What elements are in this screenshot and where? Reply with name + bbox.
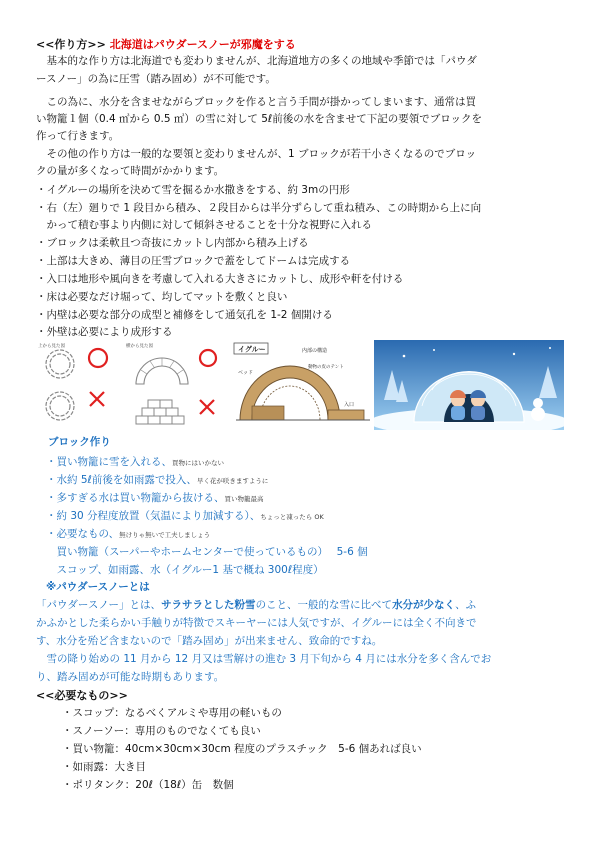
block-item-4 [46,509,574,525]
block-stack-ng [136,400,184,424]
heading-bracket: <<作り方>> [36,38,106,51]
heading-red: 北海道はパウダースノーが邪魔をする [109,38,296,51]
block-item-main: ・水約 5ℓ前後を如雨露で投入、 [46,474,197,486]
cross-ng-icon [90,392,104,406]
circle-ok-icon [200,350,216,366]
igloo-inner-label: 内部の構造 [302,348,328,354]
block-item-note: 買物にはいかない [172,459,224,467]
block-ring-top [46,350,74,420]
figure-igloo-illustration [374,340,564,430]
bullet-line: ・外壁は必要により成形する [36,326,173,338]
block-item-3 [46,491,574,507]
powder-section-title: ※パウダースノーとは [46,581,150,593]
powder-line-4: 雪の降り始めの 11 月から 12 月又は雪解けの進む 3 月下旬から 4 月には水分を多く含んでお [36,653,492,665]
bullet-line: ・床は必要なだけ堀って、均してマットを敷くと良い [36,291,288,303]
block-item-note: 早く花が咲きますように [196,477,269,485]
body-line: その他の作り方は一般的な要領と変わりませんが、1 ブロックが若干小さくなるのでブロッ [36,148,477,160]
block-section-title: ブロック作り [48,436,111,448]
block-item-5 [46,527,574,543]
bullet-line: ・上部は大きめ、薄目の圧雪ブロックで蓋をしてドームは完成する [36,255,351,267]
bullet-line: ・入口は地形や風向きを考慮して入れる大きさにカットし、成形や軒を付ける [36,273,404,285]
fig1-caption-a: 上から見た図 [38,344,65,349]
block-item-note: 無けりゃ無いで工夫しましょう [119,531,211,539]
body-line: 基本的な作り方は北海道でも変わりませんが、北海道地方の多くの地域や季節では「パウダ [36,55,477,67]
powder-emphasis: サラサラとした粉雪 [161,599,256,611]
bullet-line: ・内壁は必要な部分の成型と補修をして通気孔を 1-2 個開ける [36,309,333,321]
block-item-2 [46,473,574,489]
block-item-main: ・多すぎる水は買い物籠から抜ける、 [46,492,225,504]
body-line: この為に、水分を含ませながらブロックを作ると言う手間が掛かってしまいます、通常は買 [36,96,476,108]
block-need-1: 買い物籠（スーパーやホームセンターで使っているもの） 5-6 個 [46,546,368,558]
igloo-title: イグルー [238,345,266,354]
block-item-note: 買い物籠最高 [224,495,264,503]
bullet-line: かって積む事より内側に対して傾斜させることを十分な視野に入れる [36,219,372,231]
block-item-note: ちょっと凍ったら OK [260,513,324,521]
igloo-entrance-tunnel [328,410,364,420]
needs-item: ・買い物籠：40cm×30cm×30cm 程度のプラスチック 5-6 個あれば良い [62,743,422,755]
powder-text: 「パウダースノー」とは、 [36,599,162,611]
bullet-line: ・イグルーの場所を決めて雪を掘るか水撒きをする、約 3mの円形 [36,184,350,196]
powder-line-2: かふかとした柔らかい手触りが特徴でスキーヤーには人気ですが、イグルーには全く不向きで [36,617,477,629]
cross-ng-icon [200,400,214,414]
block-item-main: ・約 30 分程度放置（気温により加減する）、 [46,510,261,522]
needs-item: ・ポリタンク：20ℓ（18ℓ）缶 数個 [62,779,234,791]
igloo-bed-label: ベッド [238,370,254,376]
needs-item: ・スノーソー：専用のものでなくても良い [62,725,261,737]
igloo-entrance-label: 入口 [344,402,355,408]
body-line: い物籠１個（0.4 ㎥から 0.5 ㎥）の雪に対して 5ℓ前後の水を含ませて下記の要領でブロックを [36,113,483,125]
figure-igloo-cross-section [232,340,372,430]
igloo-tent-label: 動物の皮のテント [308,365,344,370]
figure-side-view [124,340,224,430]
bullet-line: ・右（左）廻りで 1 段目から積み、２段目からは半分ずらして重ね積み、この時期から上に向 [36,202,482,214]
powder-emphasis: 水分が少なく [392,599,456,611]
bullet-line: ・ブロックは柔軟且つ奇抜にカットし内部から積み上げる [36,237,309,249]
body-line: ースノー」の為に圧雪（踏み固め）が不可能です。 [36,73,276,85]
block-item-main: ・必要なもの、 [46,528,120,540]
needs-heading: <<必要なもの>> [36,689,128,702]
powder-text: のこと、一般的な雪に比べて [255,599,393,611]
block-item-1 [46,455,574,471]
figures-row [36,340,564,430]
needs-item: ・スコップ：なるべくアルミや専用の軽いもの [62,707,282,719]
section-heading-method [36,37,564,52]
powder-line-5: り、踏み固めが可能な時期もあります。 [36,671,225,683]
fig1-caption-b: 横から見た図 [126,344,153,349]
powder-text: 、ふ [455,599,477,611]
igloo-bed [252,406,284,420]
body-line: 作って行きます。 [36,130,120,142]
powder-line-3: す、水分を殆ど含まないので「踏み固め」が出来ません、致命的ですね。 [36,635,383,647]
body-line: クの量が多くなって時間がかかります。 [36,165,225,177]
circle-ok-icon [89,349,107,367]
figure-top-view [36,340,116,430]
powder-line-1 [36,598,564,613]
needs-item: ・如雨露：大き目 [62,761,146,773]
block-item-main: ・買い物籠に雪を入れる、 [46,456,172,468]
block-need-2: スコップ、如雨露、水（イグルー1 基で概ね 300ℓ程度） [46,564,324,576]
